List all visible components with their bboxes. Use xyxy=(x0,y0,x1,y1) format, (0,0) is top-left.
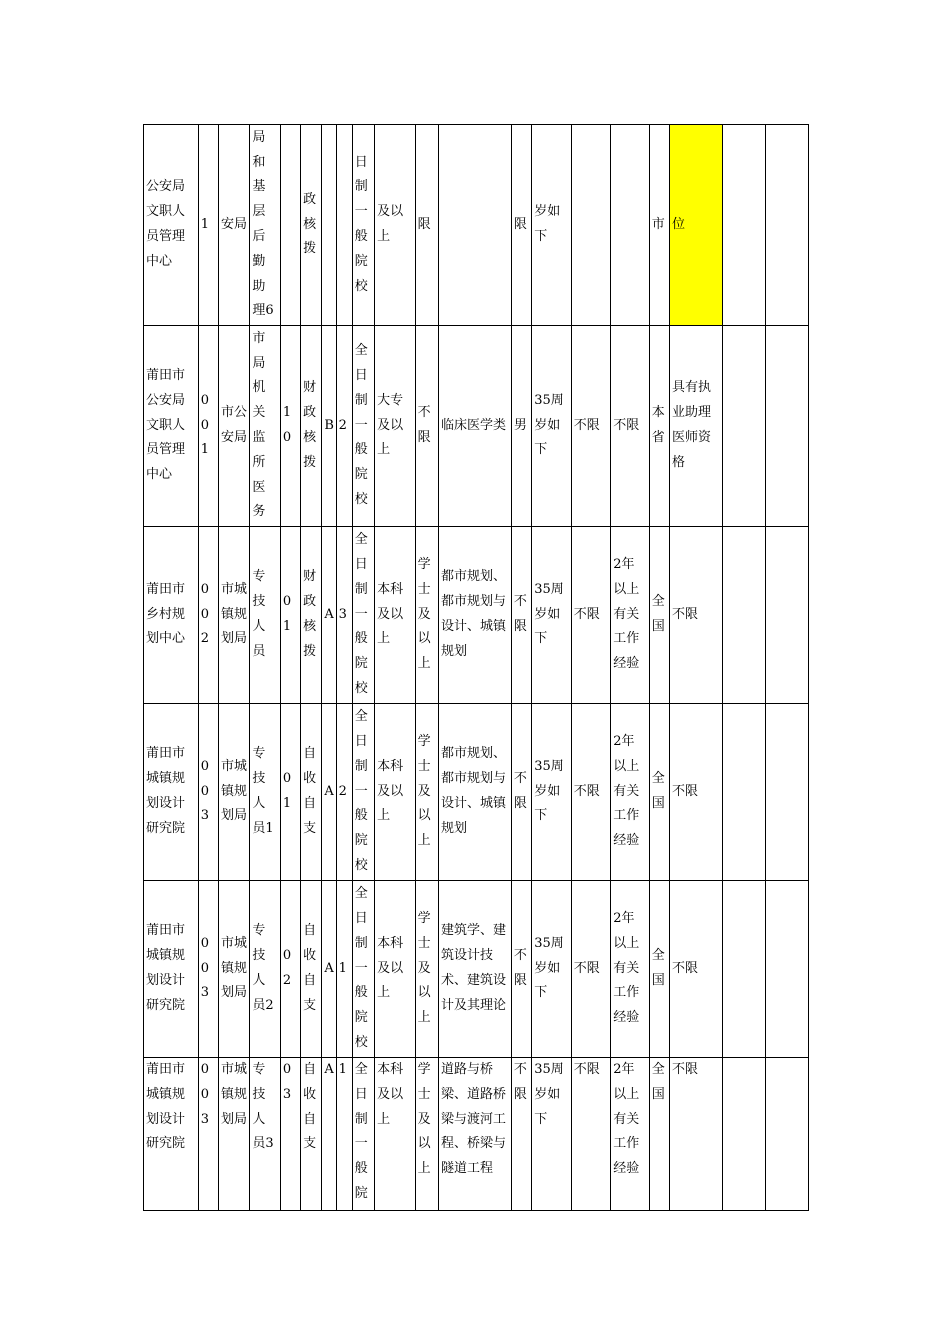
table-cell: 35周岁如下 xyxy=(532,326,572,527)
table-cell: 市城镇规划局 xyxy=(219,704,250,881)
table-cell: 公安局文职人员管理中心 xyxy=(144,125,199,326)
table-cell xyxy=(336,125,352,326)
table-body xyxy=(144,125,809,1211)
table-cell xyxy=(766,125,809,326)
table-cell: 35周岁如下 xyxy=(532,1058,572,1211)
table-cell: 35周岁如下 xyxy=(532,881,572,1058)
table-cell: 不限 xyxy=(511,527,531,704)
table-cell xyxy=(722,1058,766,1211)
table-cell: 全国 xyxy=(649,704,669,881)
table-cell: 都市规划、都市规划与设计、城镇规划 xyxy=(438,704,511,881)
table-cell xyxy=(766,527,809,704)
table-cell: 全国 xyxy=(649,1058,669,1211)
table-cell: 不限 xyxy=(571,1058,611,1211)
table-cell: 莆田市乡村规划中心 xyxy=(144,527,199,704)
table-cell xyxy=(571,125,611,326)
table-cell: 003 xyxy=(198,1058,218,1211)
table-cell: 不限 xyxy=(511,1058,531,1211)
table-cell: 不限 xyxy=(670,527,723,704)
table-row xyxy=(144,125,809,326)
table-cell xyxy=(280,125,300,326)
table-cell: 政核拨 xyxy=(301,125,322,326)
table-cell: B xyxy=(322,326,336,527)
table-cell: 市城镇规划局 xyxy=(219,881,250,1058)
table-cell: 专技人员2 xyxy=(250,881,280,1058)
table-cell: 001 xyxy=(198,326,218,527)
table-cell: 01 xyxy=(280,527,300,704)
table-cell: 莆田市公安局文职人员管理中心 xyxy=(144,326,199,527)
table-cell: 岁如下 xyxy=(532,125,572,326)
table-cell: 学士及以上 xyxy=(415,881,438,1058)
table-cell xyxy=(722,527,766,704)
table-cell: A xyxy=(322,1058,336,1211)
table-cell: 003 xyxy=(198,704,218,881)
table-cell xyxy=(722,704,766,881)
table-cell: 3 xyxy=(336,527,352,704)
table-cell: 本科及以上 xyxy=(375,527,416,704)
table-cell: 安局 xyxy=(219,125,250,326)
table-cell: 学士及以上 xyxy=(415,527,438,704)
table-cell: 学士及以上 xyxy=(415,1058,438,1211)
table-row xyxy=(144,881,809,1058)
table-cell: 财政核拨 xyxy=(301,527,322,704)
table-cell: 不限 xyxy=(415,326,438,527)
table-cell: 本省 xyxy=(649,326,669,527)
table-cell: 日制一般院校 xyxy=(352,125,374,326)
recruitment-table xyxy=(143,124,809,1211)
table-cell: 02 xyxy=(280,881,300,1058)
table-cell: 都市规划、都市规划与设计、城镇规划 xyxy=(438,527,511,704)
table-cell: 自收自支 xyxy=(301,1058,322,1211)
table-cell: 全日制一般院校 xyxy=(352,881,374,1058)
table-cell: 2年以上有关工作经验 xyxy=(611,1058,650,1211)
table-cell: 市公安局 xyxy=(219,326,250,527)
table-cell: 2年以上有关工作经验 xyxy=(611,704,650,881)
table-cell: 不限 xyxy=(571,881,611,1058)
table-cell: 专技人员1 xyxy=(250,704,280,881)
table-cell xyxy=(766,1058,809,1211)
table-cell: 莆田市城镇规划设计研究院 xyxy=(144,704,199,881)
table-cell: 大专及以上 xyxy=(375,326,416,527)
table-cell: 003 xyxy=(198,881,218,1058)
table-cell: 莆田市城镇规划设计研究院 xyxy=(144,1058,199,1211)
table-cell xyxy=(438,125,511,326)
table-cell: 不限 xyxy=(571,527,611,704)
table-cell xyxy=(322,125,336,326)
table-cell: 002 xyxy=(198,527,218,704)
table-cell: 全日制一般院校 xyxy=(352,326,374,527)
table-cell xyxy=(611,125,650,326)
table-cell: 专技人员 xyxy=(250,527,280,704)
table-cell: 全日制一般院校 xyxy=(352,704,374,881)
table-cell: 01 xyxy=(280,704,300,881)
table-cell: 2年以上有关工作经验 xyxy=(611,881,650,1058)
table-row xyxy=(144,1058,809,1211)
table-cell: 市城镇规划局 xyxy=(219,1058,250,1211)
table-cell: 2 xyxy=(336,326,352,527)
table-cell: 位 xyxy=(670,125,723,326)
table-cell: 35周岁如下 xyxy=(532,704,572,881)
table-cell: 不限 xyxy=(670,881,723,1058)
table-cell xyxy=(766,881,809,1058)
table-cell: 不限 xyxy=(571,704,611,881)
table-cell: 03 xyxy=(280,1058,300,1211)
table-cell: 本科及以上 xyxy=(375,1058,416,1211)
table-cell: 市城镇规划局 xyxy=(219,527,250,704)
table-cell: 不限 xyxy=(611,326,650,527)
table-cell: 财政核拨 xyxy=(301,326,322,527)
table-cell: 10 xyxy=(280,326,300,527)
table-cell: A xyxy=(322,527,336,704)
table-cell: 不限 xyxy=(670,1058,723,1211)
table-cell: A xyxy=(322,704,336,881)
table-cell: 全国 xyxy=(649,527,669,704)
table-cell: 限 xyxy=(415,125,438,326)
table-cell xyxy=(722,125,766,326)
table-cell: 不限 xyxy=(511,881,531,1058)
table-cell: 限 xyxy=(511,125,531,326)
table-cell: 1 xyxy=(198,125,218,326)
table-cell: 道路与桥梁、道路桥梁与渡河工程、桥梁与隧道工程 xyxy=(438,1058,511,1211)
table-cell: 35周岁如下 xyxy=(532,527,572,704)
table-cell: 临床医学类 xyxy=(438,326,511,527)
table-cell: 自收自支 xyxy=(301,704,322,881)
table-cell: 全国 xyxy=(649,881,669,1058)
table-cell: 学士及以上 xyxy=(415,704,438,881)
table-cell xyxy=(766,326,809,527)
table-cell xyxy=(766,704,809,881)
table-cell: 本科及以上 xyxy=(375,881,416,1058)
table-cell: 市 xyxy=(649,125,669,326)
table-cell: 全日制一般院 xyxy=(352,1058,374,1211)
table-cell: 1 xyxy=(336,1058,352,1211)
table-row xyxy=(144,704,809,881)
table-cell: 男 xyxy=(511,326,531,527)
table-row xyxy=(144,326,809,527)
table-cell: 2 xyxy=(336,704,352,881)
table-cell: 局和基层后勤助理6 xyxy=(250,125,280,326)
table-cell: 不限 xyxy=(670,704,723,881)
table-cell: 全日制一般院校 xyxy=(352,527,374,704)
table-cell: 本科及以上 xyxy=(375,704,416,881)
table-cell: 2年以上有关工作经验 xyxy=(611,527,650,704)
table-cell: 专技人员3 xyxy=(250,1058,280,1211)
table-cell: 莆田市城镇规划设计研究院 xyxy=(144,881,199,1058)
table-cell: 不限 xyxy=(571,326,611,527)
table-cell: 不限 xyxy=(511,704,531,881)
table-cell: 1 xyxy=(336,881,352,1058)
table-cell xyxy=(722,881,766,1058)
table-cell: A xyxy=(322,881,336,1058)
table-cell: 建筑学、建筑设计技术、建筑设计及其理论 xyxy=(438,881,511,1058)
table-row xyxy=(144,527,809,704)
table-cell: 具有执业助理医师资格 xyxy=(670,326,723,527)
table-cell xyxy=(722,326,766,527)
table-cell: 及以上 xyxy=(375,125,416,326)
table-cell: 自收自支 xyxy=(301,881,322,1058)
table-cell: 市局机关监所医务 xyxy=(250,326,280,527)
